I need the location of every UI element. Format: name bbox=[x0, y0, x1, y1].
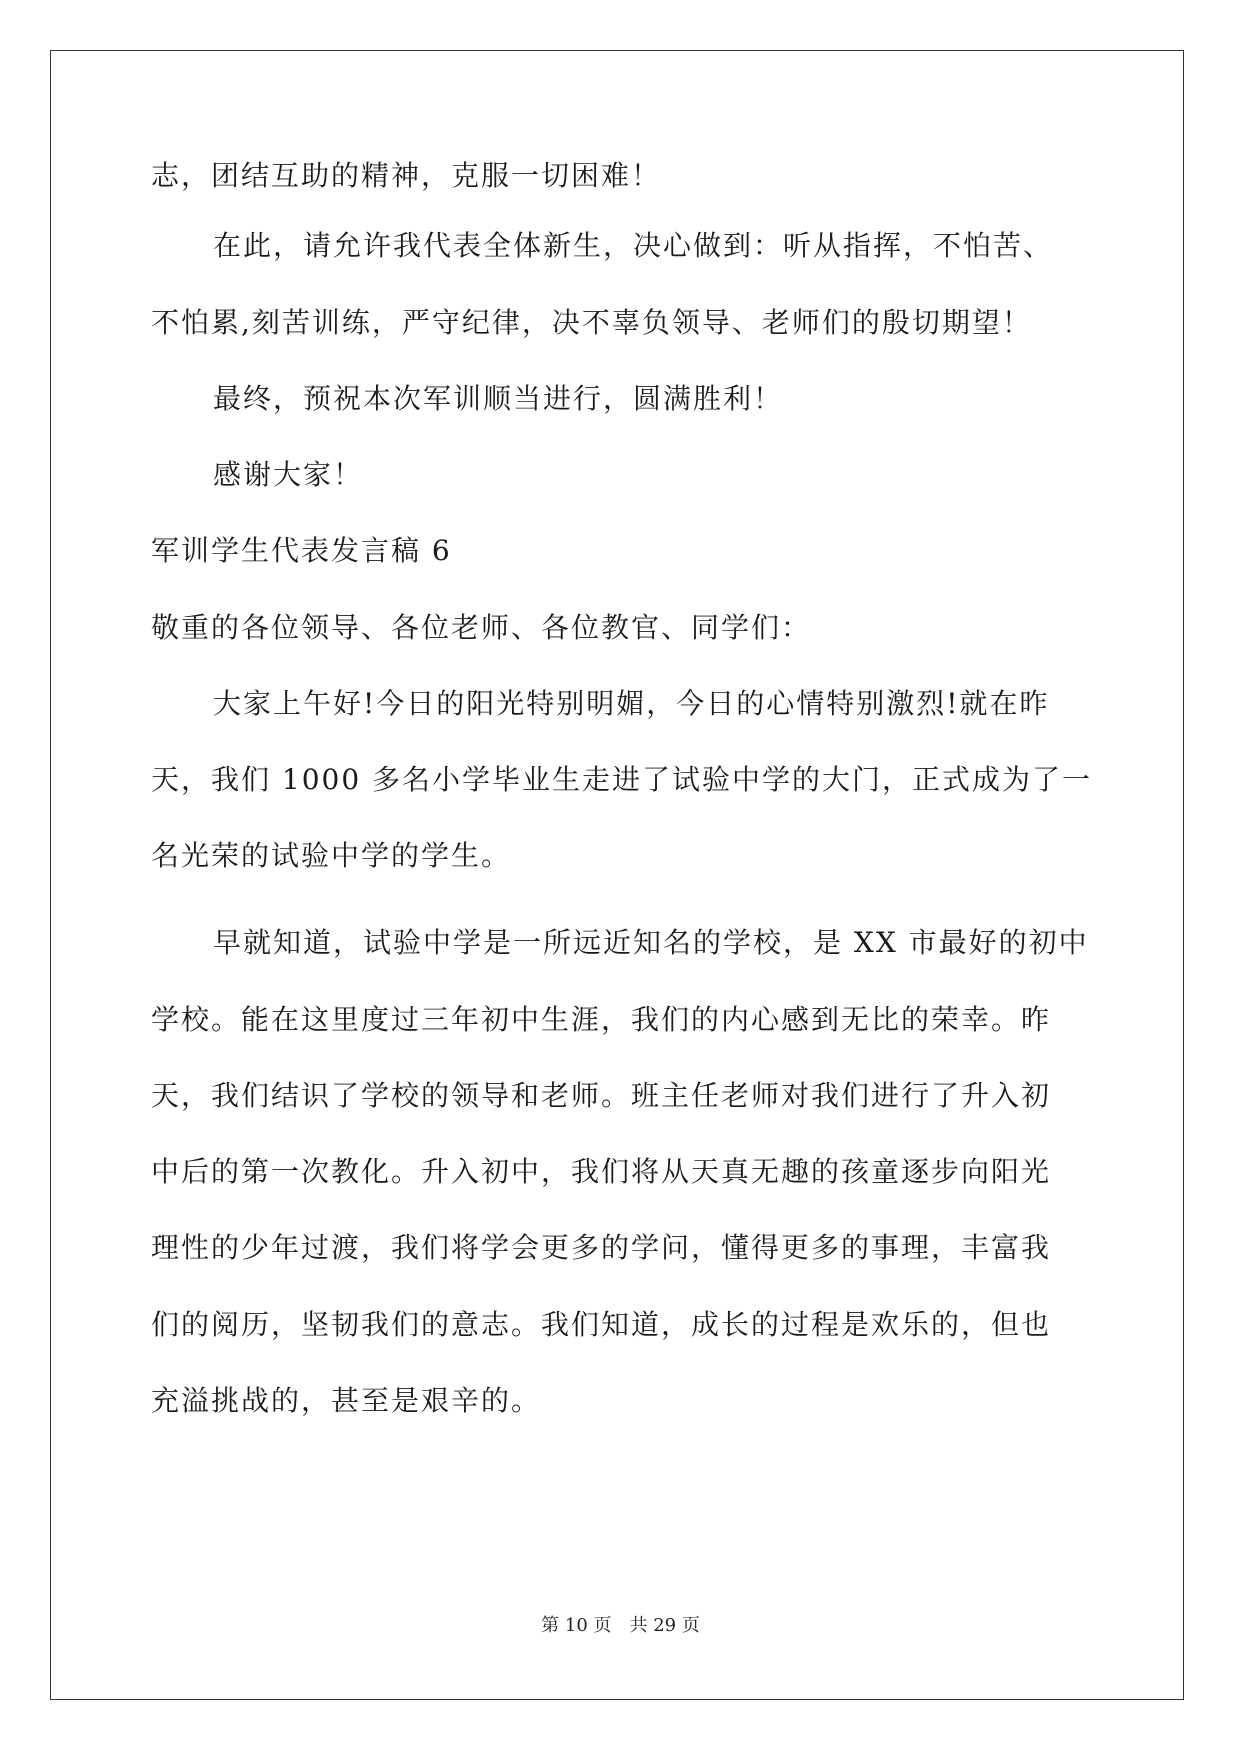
paragraph-line: 天，我们 1000 多名小学毕业生走进了试验中学的大门，正式成为了一 bbox=[151, 763, 1093, 796]
paragraph-line: 学校。能在这里度过三年初中生涯，我们的内心感到无比的荣幸。昨 bbox=[151, 1003, 1052, 1036]
paragraph-line: 们的阅历，坚韧我们的意志。我们知道，成长的过程是欢乐的，但也 bbox=[151, 1308, 1052, 1341]
paragraph-line: 名光荣的试验中学的学生。 bbox=[151, 839, 512, 872]
paragraph-line: 充溢挑战的，甚至是艰辛的。 bbox=[151, 1384, 542, 1417]
paragraph-line: 天，我们结识了学校的领导和老师。班主任老师对我们进行了升入初 bbox=[151, 1079, 1052, 1112]
paragraph-line: 最终，预祝本次军训顺当进行，圆满胜利！ bbox=[213, 382, 784, 415]
paragraph-line: 大家上午好!今日的阳光特别明媚，今日的心情特别激烈!就在昨 bbox=[213, 687, 1050, 720]
paragraph-line: 志，团结互助的精神，克服一切困难！ bbox=[151, 159, 662, 192]
paragraph-line: 感谢大家！ bbox=[213, 458, 364, 491]
paragraph-line: 理性的少年过渡，我们将学会更多的学问，懂得更多的事理，丰富我 bbox=[151, 1231, 1052, 1264]
paragraph-line: 在此，请允许我代表全体新生，决心做到：听从指挥，不怕苦、 bbox=[213, 229, 1054, 262]
paragraph-line: 中后的第一次教化。升入初中，我们将从天真无趣的孩童逐步向阳光 bbox=[151, 1155, 1052, 1188]
paragraph-line: 不怕累,刻苦训练，严守纪律，决不辜负领导、老师们的殷切期望！ bbox=[151, 306, 1032, 339]
page-number: 第 10 页 共 29 页 bbox=[541, 1615, 700, 1636]
salutation-line: 敬重的各位领导、各位老师、各位教官、同学们： bbox=[151, 611, 812, 644]
section-title: 军训学生代表发言稿 6 bbox=[151, 534, 452, 567]
paragraph-line: 早就知道，试验中学是一所远近知名的学校，是 XX 市最好的初中 bbox=[213, 926, 1089, 959]
